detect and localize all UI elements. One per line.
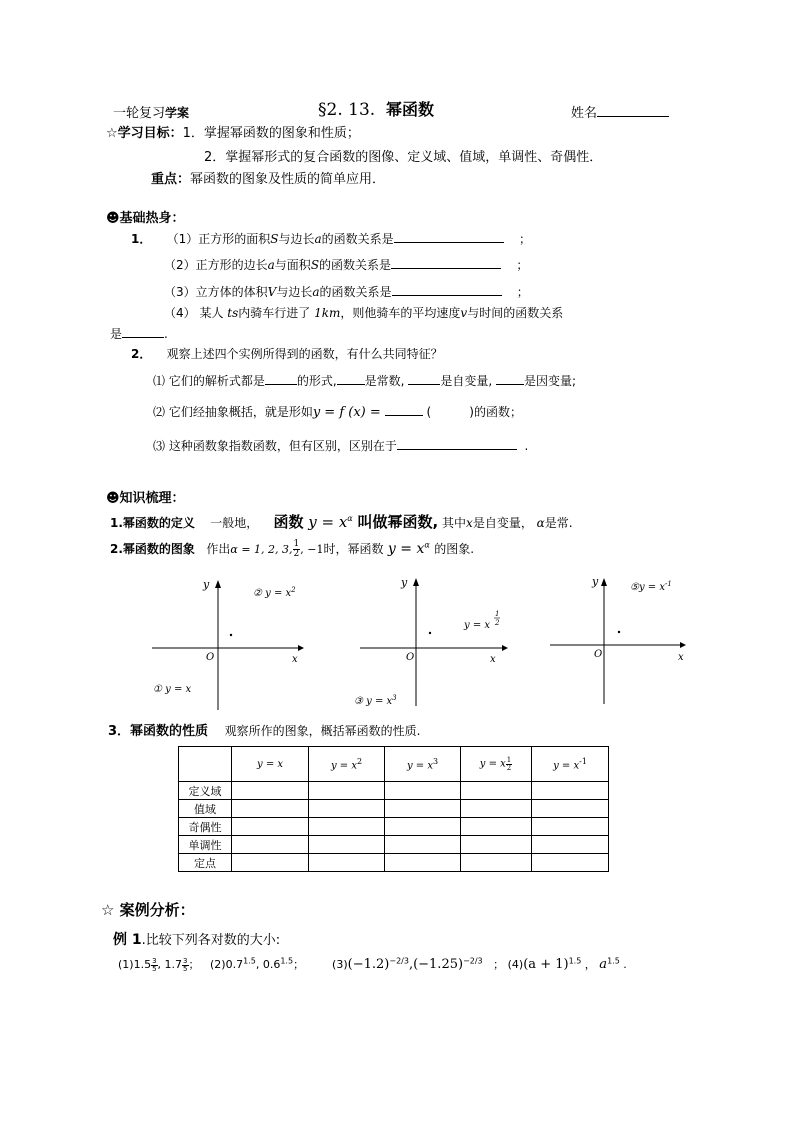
definition: 1.幂函数的定义 一般地， 函数 $y = x^\alpha$ 叫做幂函数, 其中x是自变量， α是常. bbox=[110, 513, 573, 531]
example-1: 例 1.比较下列各对数的大小: bbox=[113, 932, 281, 948]
svg-text:2: 2 bbox=[495, 619, 500, 627]
origin-label: O bbox=[206, 652, 215, 663]
q2b: ⑵ 它们经抽象概括，就是形如y = f (x) = ( )的函数； bbox=[153, 405, 522, 420]
table-row: 单调性 bbox=[179, 836, 609, 854]
q1d: （4） 某人 ts内骑车行进了 1km，则他骑车的平均速度v与时间的函数关系 bbox=[164, 306, 564, 320]
q1a: 1． （1）正方形的面积S与边长a的函数关系是 ； bbox=[131, 232, 531, 246]
origin-label: O bbox=[406, 652, 415, 663]
table-row: 值域 bbox=[179, 800, 609, 818]
label-y-x2: ② $y = x^2$ bbox=[253, 586, 296, 599]
header-y-xinv: $y = x^{-1}$ bbox=[532, 747, 609, 782]
y-axis-label: y bbox=[203, 578, 210, 591]
y-axis-label: y bbox=[592, 575, 599, 588]
y-axis-label: y bbox=[401, 576, 408, 589]
key-points: 重点：幂函数的图象及性质的简单应用． bbox=[151, 172, 386, 187]
table-row: 定义域 bbox=[179, 782, 609, 800]
warmup-heading: ☻基础热身： bbox=[106, 211, 185, 226]
q1b: （2）正方形的边长a与面积S的函数关系是 ； bbox=[164, 258, 529, 272]
header-y-x3: $y = x^3$ bbox=[385, 747, 461, 782]
q1c: （3）立方体的体积V与边长a的函数关系是 ； bbox=[164, 285, 529, 299]
label-y-sqrt: y = x bbox=[464, 620, 491, 631]
name-field: 姓名 bbox=[571, 102, 669, 121]
label-y-xinv: ⑤y = $x^{-1}$ bbox=[630, 580, 672, 593]
graph-instruction: 2.幂函数的图象 作出α = 1, 2, 3, $\frac{1}{2}$ , −1时，幂函数 $y = x^\alpha$ 的图象. bbox=[110, 539, 475, 559]
origin-label: O bbox=[594, 649, 603, 660]
q2: 2． 观察上述四个实例所得到的函数，有什么共同特征？ bbox=[131, 347, 443, 361]
svg-text:1: 1 bbox=[495, 610, 500, 618]
properties-heading: 3．幂函数的性质 观察所作的图象，概括幂函数的性质. bbox=[108, 724, 421, 739]
q1d-cont: 是 . bbox=[110, 327, 168, 341]
header-y-x2: $y = x^2$ bbox=[309, 747, 385, 782]
goals-line1: ☆学习目标：1．掌握幂函数的图象和性质； bbox=[106, 126, 360, 141]
label-y-x3: ③ $y = x^3$ bbox=[354, 694, 397, 707]
properties-table bbox=[178, 746, 609, 872]
page-title: §2. 13. 幂函数 bbox=[318, 100, 434, 120]
graph-2 bbox=[352, 574, 512, 714]
goals-line2: 2．掌握幂形式的复合函数的图像、定义域、值域，单调性、奇偶性． bbox=[204, 150, 603, 165]
header-y-sqrt: y = x $\frac{1}{2}$ bbox=[461, 747, 532, 782]
table-row: 奇偶性 bbox=[179, 818, 609, 836]
q2c: ⑶ 这种函数象指数函数，但有区别，区别在于 . bbox=[153, 439, 529, 453]
graph-1 bbox=[148, 574, 308, 714]
example-1-parts: (1)1.5 $\frac{3}{5}$ , 1.7 $\frac{3}{5}$ ； $(2)0.7^{1.5}$, $0.6^{1.5}$； $(3)(-1.2)^{-2/3},(-1.25)^{-2/3}$ ； $(4)(a + 1)^{1.5}$ ， $a^{1.5}$ . bbox=[118, 956, 627, 974]
header-y-x: y = x bbox=[232, 747, 309, 782]
x-axis-label: x bbox=[490, 654, 496, 665]
knowledge-heading: ☻知识梳理： bbox=[106, 491, 185, 506]
q2a: ⑴ 它们的解析式都是 的形式, 是常数, 是自变量, 是因变量; bbox=[153, 374, 577, 388]
cases-heading: ☆ 案例分析： bbox=[101, 901, 195, 919]
x-axis-label: x bbox=[292, 654, 298, 665]
label-y-x: ① y = x bbox=[153, 684, 192, 695]
x-axis-label: x bbox=[678, 652, 684, 663]
graph-3 bbox=[548, 570, 698, 710]
header-course: 一轮复习学案 bbox=[113, 106, 190, 121]
table-row: 定点 bbox=[179, 854, 609, 872]
